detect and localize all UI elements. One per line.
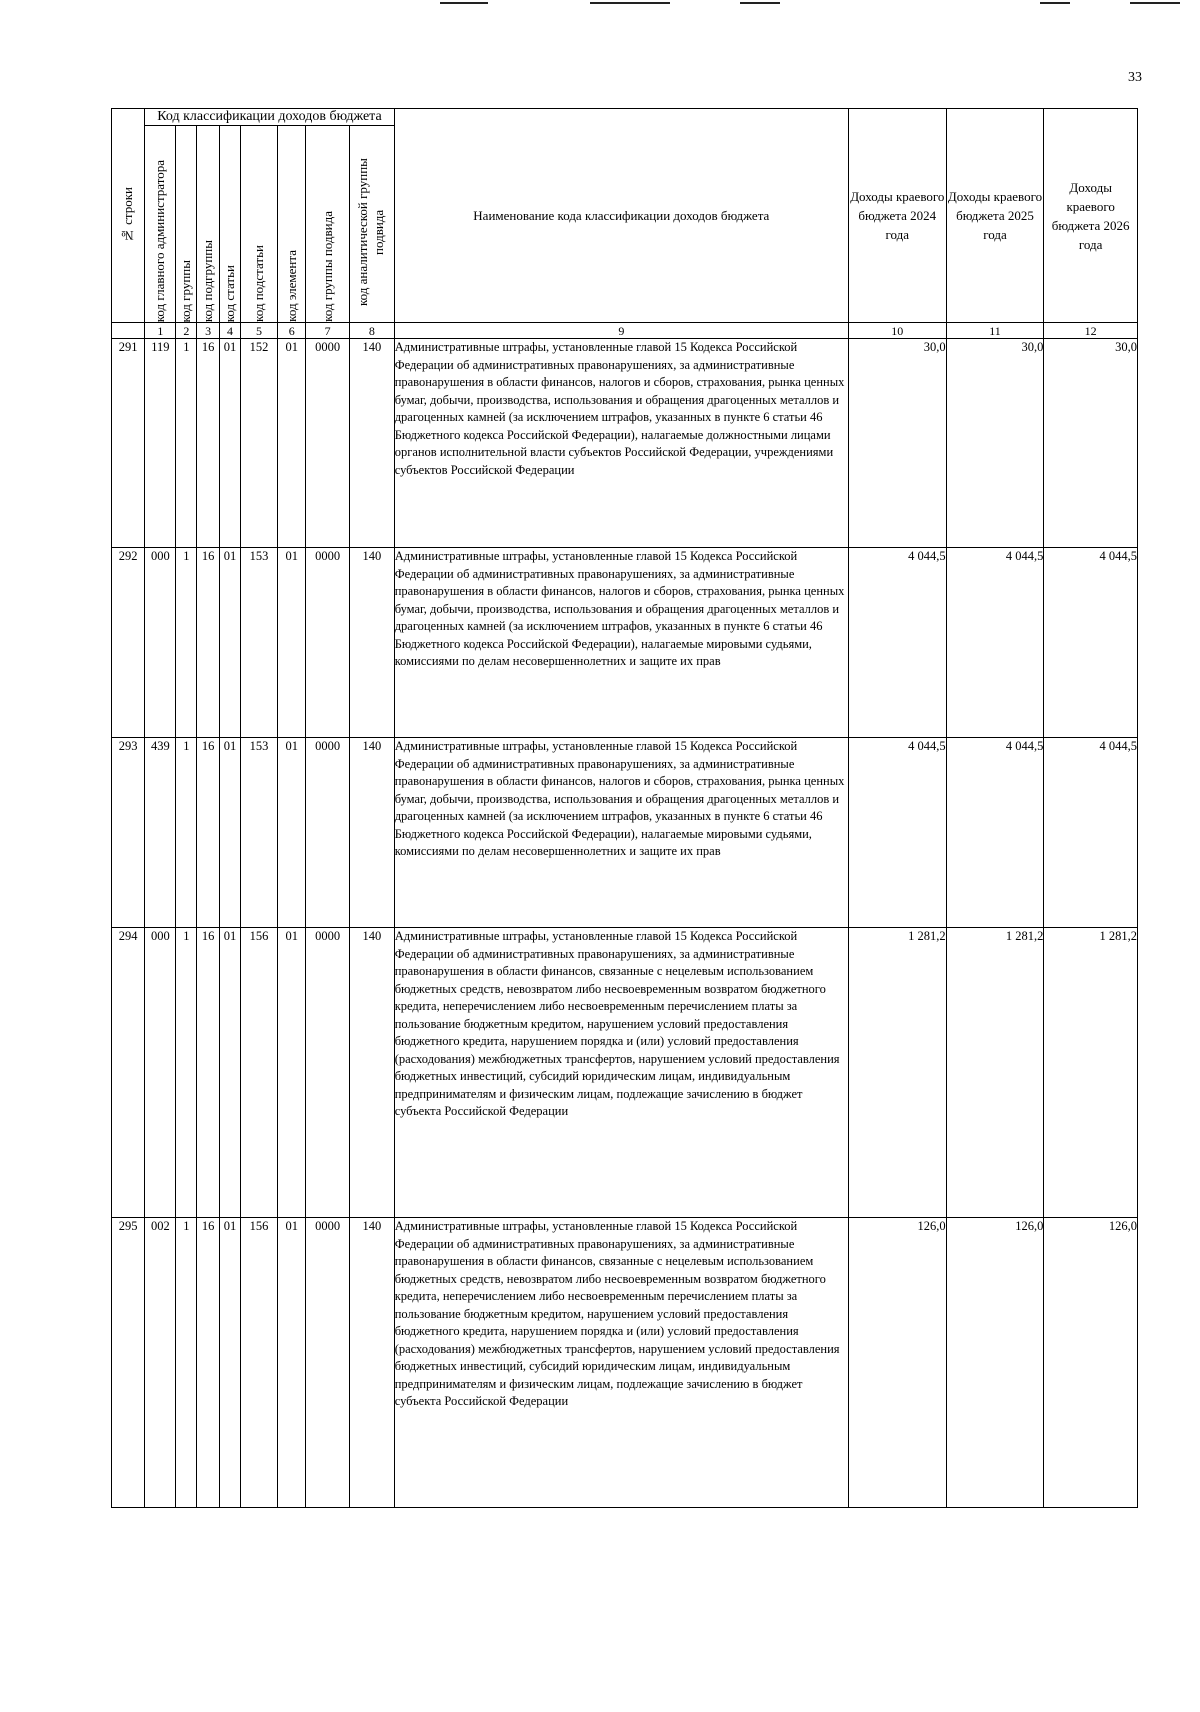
element-code: 01: [278, 1218, 306, 1508]
header-income-2024: Доходы краевого бюджета 2024 года: [848, 109, 946, 323]
income-code-name: Административные штрафы, установленные главой 15 Кодекса Российской Федерации об административных правонарушениях, за административные правонарушения в области финансов, налогов и сборов, страхования, рынка ценных бумаг, добычи, производства, использования и обращения драгоценных металлов и драгоценных камней (за исключением штрафов, указанных в пункте 6 статьи 46 Бюджетного кодекса Российской Федерации), налагаемые мировыми судьями, комиссиями по делам несовершеннолетних и защите их прав: [394, 738, 848, 928]
header-article-code: код статьи: [220, 126, 241, 323]
header-element-code: код элемента: [278, 126, 306, 323]
column-number: 12: [1044, 323, 1138, 339]
income-2026: 4 044,5: [1044, 738, 1138, 928]
article-code: 01: [220, 548, 241, 738]
subgroup-code: 16: [197, 738, 220, 928]
scan-artifacts: [440, 0, 1200, 6]
header-subarticle-code: код подстатьи: [240, 126, 277, 323]
group-code: 1: [176, 339, 197, 548]
table-row: [112, 738, 1138, 928]
column-numbers-row: [112, 323, 1138, 339]
subtype-group-code: 0000: [306, 1218, 350, 1508]
income-2025: 126,0: [946, 1218, 1044, 1508]
admin-code: 119: [145, 339, 176, 548]
row-number: 295: [112, 1218, 145, 1508]
article-code: 01: [220, 928, 241, 1218]
header-row-no: № строки: [112, 109, 145, 323]
income-code-name: Административные штрафы, установленные главой 15 Кодекса Российской Федерации об административных правонарушениях, за административные правонарушения в области финансов, связанные с нецелевым использованием бюджетных средств, невозвратом либо несвоевременным возвратом бюджетного кредита, неперечислением либо несвоевременным перечислением платы за пользование бюджетным кредитом, нарушением условий предоставления бюджетного кредита, нарушением порядка и (или) условий предоставления (расходования) межбюджетных трансфертов, нарушением условий предоставления бюджетных инвестиций, субсидий юридическим лицам, индивидуальным предпринимателям и физическим лицам, подлежащие зачислению в бюджет субъекта Российской Федерации: [394, 928, 848, 1218]
column-number: 9: [394, 323, 848, 339]
article-code: 01: [220, 1218, 241, 1508]
admin-code: 000: [145, 548, 176, 738]
element-code: 01: [278, 738, 306, 928]
income-2026: 4 044,5: [1044, 548, 1138, 738]
subarticle-code: 152: [240, 339, 277, 548]
column-number: 4: [220, 323, 241, 339]
group-code: 1: [176, 548, 197, 738]
element-code: 01: [278, 548, 306, 738]
article-code: 01: [220, 339, 241, 548]
income-2025: 30,0: [946, 339, 1044, 548]
group-code: 1: [176, 928, 197, 1218]
subarticle-code: 153: [240, 738, 277, 928]
column-number: 10: [848, 323, 946, 339]
header-code-group: Код классификации доходов бюджета: [145, 109, 394, 126]
income-2025: 1 281,2: [946, 928, 1044, 1218]
analytic-group-code: 140: [349, 738, 394, 928]
subgroup-code: 16: [197, 928, 220, 1218]
element-code: 01: [278, 339, 306, 548]
header-subgroup-code: код подгруппы: [197, 126, 220, 323]
income-code-name: Административные штрафы, установленные главой 15 Кодекса Российской Федерации об административных правонарушениях, за административные правонарушения в области финансов, налогов и сборов, страхования, рынка ценных бумаг, добычи, производства, использования и обращения драгоценных металлов и драгоценных камней (за исключением штрафов, указанных в пункте 6 статьи 46 Бюджетного кодекса Российской Федерации), налагаемые мировыми судьями, комиссиями по делам несовершеннолетних и защите их прав: [394, 548, 848, 738]
row-number: 291: [112, 339, 145, 548]
income-code-name: Административные штрафы, установленные главой 15 Кодекса Российской Федерации об административных правонарушениях, за административные правонарушения в области финансов, связанные с нецелевым использованием бюджетных средств, невозвратом либо несвоевременным возвратом бюджетного кредита, неперечислением либо несвоевременным перечислением платы за пользование бюджетным кредитом, нарушением условий предоставления бюджетного кредита, нарушением порядка и (или) условий предоставления (расходования) межбюджетных трансфертов, нарушением условий предоставления бюджетных инвестиций, субсидий юридическим лицам, индивидуальным предпринимателям и физическим лицам, подлежащие зачислению в бюджет субъекта Российской Федерации: [394, 1218, 848, 1508]
income-2024: 30,0: [848, 339, 946, 548]
header-admin-code: код главного администратора: [145, 126, 176, 323]
income-2025: 4 044,5: [946, 738, 1044, 928]
subtype-group-code: 0000: [306, 738, 350, 928]
header-subtype-group-code: код группы подвида: [306, 126, 350, 323]
income-2024: 4 044,5: [848, 738, 946, 928]
header-group-code: код группы: [176, 126, 197, 323]
column-number: 6: [278, 323, 306, 339]
subgroup-code: 16: [197, 548, 220, 738]
income-2024: 126,0: [848, 1218, 946, 1508]
column-number: 1: [145, 323, 176, 339]
subtype-group-code: 0000: [306, 928, 350, 1218]
income-2026: 126,0: [1044, 1218, 1138, 1508]
page-number: 33: [1128, 70, 1142, 85]
column-number: 5: [240, 323, 277, 339]
analytic-group-code: 140: [349, 548, 394, 738]
subgroup-code: 16: [197, 1218, 220, 1508]
row-number: 293: [112, 738, 145, 928]
table-row: [112, 928, 1138, 1218]
admin-code: 000: [145, 928, 176, 1218]
table-header: [112, 109, 1138, 339]
budget-income-table: [111, 108, 1138, 1508]
subtype-group-code: 0000: [306, 548, 350, 738]
subtype-group-code: 0000: [306, 339, 350, 548]
income-2024: 4 044,5: [848, 548, 946, 738]
row-number: 294: [112, 928, 145, 1218]
column-number: 7: [306, 323, 350, 339]
subarticle-code: 156: [240, 1218, 277, 1508]
header-name: Наименование кода классификации доходов бюджета: [394, 109, 848, 323]
row-number: 292: [112, 548, 145, 738]
header-income-2026: Доходы краевого бюджета 2026 года: [1044, 109, 1138, 323]
element-code: 01: [278, 928, 306, 1218]
admin-code: 439: [145, 738, 176, 928]
income-2024: 1 281,2: [848, 928, 946, 1218]
income-code-name: Административные штрафы, установленные главой 15 Кодекса Российской Федерации об административных правонарушениях, за административные правонарушения в области финансов, налогов и сборов, страхования, рынка ценных бумаг, добычи, производства, использования и обращения драгоценных металлов и драгоценных камней (за исключением штрафов, указанных в пункте 6 статьи 46 Бюджетного кодекса Российской Федерации), налагаемые должностными лицами органов исполнительной власти субъектов Российской Федерации, учреждениями субъектов Российской Федерации: [394, 339, 848, 548]
group-code: 1: [176, 738, 197, 928]
table-row: [112, 1218, 1138, 1508]
subarticle-code: 156: [240, 928, 277, 1218]
article-code: 01: [220, 738, 241, 928]
group-code: 1: [176, 1218, 197, 1508]
analytic-group-code: 140: [349, 339, 394, 548]
income-2026: 1 281,2: [1044, 928, 1138, 1218]
income-2026: 30,0: [1044, 339, 1138, 548]
table-row: [112, 339, 1138, 548]
income-2025: 4 044,5: [946, 548, 1044, 738]
header-analytic-group-code: код аналитической группы подвида: [349, 126, 394, 323]
column-number: 11: [946, 323, 1044, 339]
column-number: 3: [197, 323, 220, 339]
admin-code: 002: [145, 1218, 176, 1508]
subarticle-code: 153: [240, 548, 277, 738]
analytic-group-code: 140: [349, 928, 394, 1218]
header-income-2025: Доходы краевого бюджета 2025 года: [946, 109, 1044, 323]
table-row: [112, 548, 1138, 738]
subgroup-code: 16: [197, 339, 220, 548]
analytic-group-code: 140: [349, 1218, 394, 1508]
column-number: 8: [349, 323, 394, 339]
column-number: 2: [176, 323, 197, 339]
